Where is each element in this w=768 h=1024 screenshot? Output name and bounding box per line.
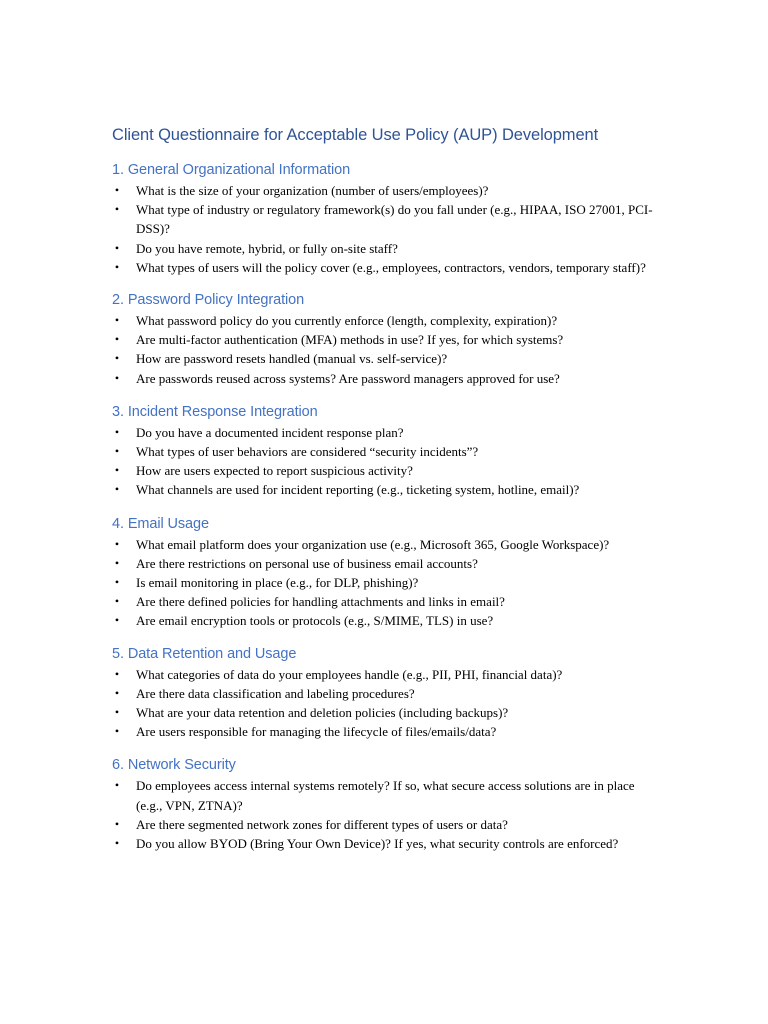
bullet-icon: • xyxy=(114,463,120,478)
question-item xyxy=(112,480,658,499)
question-text: Do you allow BYOD (Bring Your Own Device)? If yes, what security controls are enforced? xyxy=(136,836,619,852)
question-item xyxy=(112,665,658,684)
question-item xyxy=(112,592,658,611)
bullet-icon: • xyxy=(114,240,120,255)
question-text: What types of user behaviors are considered “security incidents”? xyxy=(136,444,479,460)
question-item xyxy=(112,722,658,741)
bullet-icon: • xyxy=(114,202,120,217)
question-item xyxy=(112,200,658,238)
question-item xyxy=(112,442,658,461)
question-list xyxy=(112,423,658,500)
question-item xyxy=(112,703,658,722)
question-text: What password policy do you currently enforce (length, complexity, expiration)? xyxy=(136,313,558,329)
question-item xyxy=(112,423,658,442)
question-list xyxy=(112,776,658,853)
question-item xyxy=(112,535,658,554)
bullet-icon: • xyxy=(114,536,120,551)
bullet-icon: • xyxy=(114,666,120,681)
question-item xyxy=(112,369,658,388)
document-title: Client Questionnaire for Acceptable Use Policy (AUP) Development xyxy=(112,126,599,144)
question-text: What types of users will the policy cover (e.g., employees, contractors, vendors, temporary staff)? xyxy=(136,259,646,275)
bullet-icon: • xyxy=(114,370,120,385)
question-text: How are users expected to report suspicious activity? xyxy=(136,463,413,479)
question-text: Are there segmented network zones for different types of users or data? xyxy=(136,816,508,832)
question-item xyxy=(112,611,658,630)
question-list xyxy=(112,311,658,388)
question-text: Are passwords reused across systems? Are password managers approved for use? xyxy=(136,370,560,386)
question-item xyxy=(112,181,658,200)
bullet-icon: • xyxy=(114,424,120,439)
question-item xyxy=(112,330,658,349)
question-text: Are there restrictions on personal use of business email accounts? xyxy=(136,555,478,571)
question-list xyxy=(112,535,658,631)
question-item xyxy=(112,815,658,834)
bullet-icon: • xyxy=(114,685,120,700)
section-network-security xyxy=(112,754,658,853)
question-text: What email platform does your organization use (e.g., Microsoft 365, Google Workspace)? xyxy=(136,536,610,552)
question-text: Are there data classification and labeling procedures? xyxy=(136,685,415,701)
section-incident-response-integration xyxy=(112,401,658,500)
bullet-icon: • xyxy=(114,183,120,197)
section-general-organizational-information xyxy=(112,159,658,277)
question-item xyxy=(112,684,658,703)
section-heading: 3. Incident Response Integration xyxy=(112,403,318,420)
bullet-icon: • xyxy=(114,836,120,851)
question-text: Is email monitoring in place (e.g., for DLP, phishing)? xyxy=(136,575,419,591)
section-heading: 6. Network Security xyxy=(112,757,236,774)
question-list xyxy=(112,181,658,277)
question-text: What type of industry or regulatory framework(s) do you fall under (e.g., HIPAA, ISO 27001, PCI-DSS)? xyxy=(136,202,653,237)
bullet-icon: • xyxy=(114,778,120,793)
question-text: What channels are used for incident reporting (e.g., ticketing system, hotline, email)? xyxy=(136,482,580,498)
bullet-icon: • xyxy=(114,482,120,497)
question-item xyxy=(112,573,658,592)
bullet-icon: • xyxy=(114,594,120,609)
question-item xyxy=(112,311,658,330)
bullet-icon: • xyxy=(114,444,120,459)
section-password-policy-integration xyxy=(112,289,658,388)
bullet-icon: • xyxy=(114,705,120,720)
section-heading: 1. General Organizational Information xyxy=(112,162,351,178)
question-item xyxy=(112,239,658,258)
question-text: What are your data retention and deletion policies (including backups)? xyxy=(136,705,509,721)
bullet-icon: • xyxy=(114,724,120,739)
question-text: Are multi-factor authentication (MFA) methods in use? If yes, for which systems? xyxy=(136,332,564,348)
question-item xyxy=(112,461,658,480)
question-text: Are email encryption tools or protocols (e.g., S/MIME, TLS) in use? xyxy=(136,613,494,629)
bullet-icon: • xyxy=(114,613,120,628)
bullet-icon: • xyxy=(114,351,120,366)
bullet-icon: • xyxy=(114,259,120,274)
section-heading: 2. Password Policy Integration xyxy=(112,292,305,309)
bullet-icon: • xyxy=(114,332,120,347)
question-list xyxy=(112,665,658,742)
bullet-icon: • xyxy=(114,313,120,328)
question-item xyxy=(112,834,658,853)
question-text: Do employees access internal systems remotely? If so, what secure access solutions are in place (e.g., VPN, ZTNA)? xyxy=(136,778,635,813)
section-email-usage xyxy=(112,513,658,631)
bullet-icon: • xyxy=(114,816,120,831)
section-data-retention-and-usage xyxy=(112,643,658,742)
bullet-icon: • xyxy=(114,555,120,570)
question-text: What categories of data do your employees handle (e.g., PII, PHI, financial data)? xyxy=(136,666,563,682)
question-text: Are there defined policies for handling attachments and links in email? xyxy=(136,594,505,610)
question-text: Are users responsible for managing the lifecycle of files/emails/data? xyxy=(136,724,497,740)
question-text: What is the size of your organization (number of users/employees)? xyxy=(136,183,489,198)
section-heading: 4. Email Usage xyxy=(112,515,209,532)
question-text: How are password resets handled (manual vs. self-service)? xyxy=(136,351,448,367)
question-item xyxy=(112,349,658,368)
question-text: Do you have a documented incident response plan? xyxy=(136,424,404,440)
question-item xyxy=(112,554,658,573)
question-item xyxy=(112,258,658,277)
question-text: Do you have remote, hybrid, or fully on-site staff? xyxy=(136,240,398,256)
section-heading: 5. Data Retention and Usage xyxy=(112,645,297,662)
question-item xyxy=(112,776,658,814)
bullet-icon: • xyxy=(114,575,120,590)
